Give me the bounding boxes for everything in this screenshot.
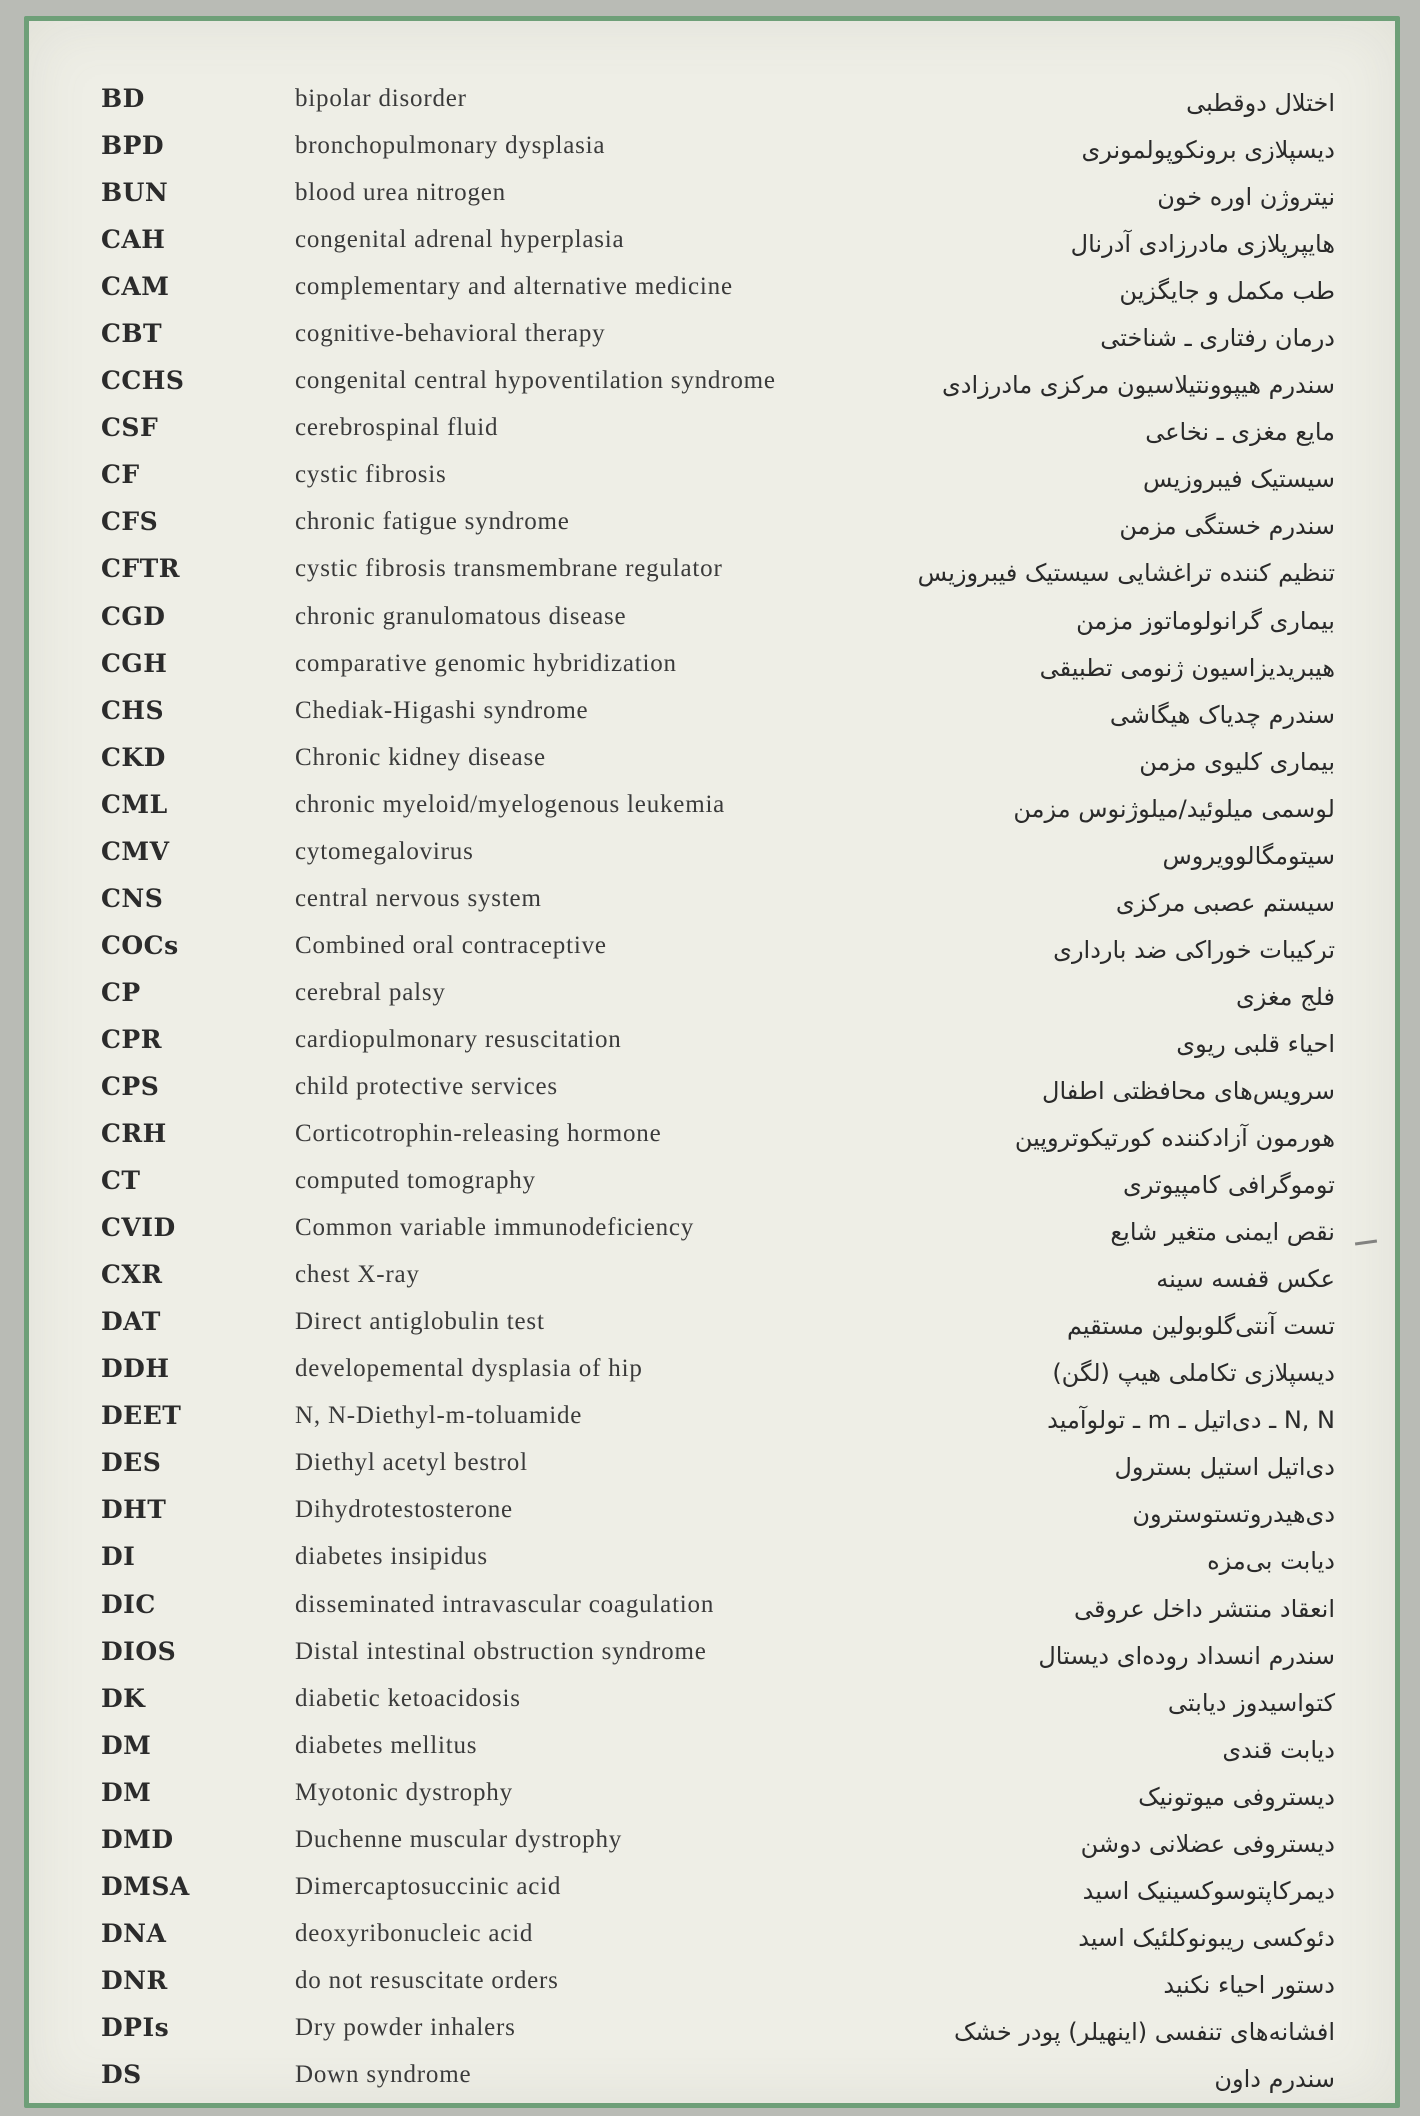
glossary-row — [29, 1730, 1405, 1777]
persian-term: دی‌اتیل استیل بسترول — [1114, 1453, 1335, 1482]
persian-term: درمان رفتاری ـ شناختی — [1100, 324, 1335, 353]
glossary-row — [29, 789, 1405, 836]
english-term: cystic fibrosis transmembrane regulator — [295, 555, 723, 583]
persian-term: عکس قفسه سینه — [1156, 1265, 1335, 1294]
glossary-row — [29, 1777, 1405, 1824]
abbreviation: DMD — [101, 1824, 174, 1854]
glossary-row — [29, 130, 1405, 177]
english-term: cerebrospinal fluid — [295, 414, 499, 442]
document-page — [24, 16, 1400, 2108]
persian-term: فلج مغزی — [1236, 982, 1335, 1011]
persian-term: دیسپلازی تکاملی هیپ (لگن) — [1052, 1359, 1335, 1388]
persian-term: N, N ـ دی‌اتیل ـ m ـ تولوآمید — [1047, 1406, 1335, 1435]
english-term: diabetes insipidus — [295, 1543, 488, 1571]
english-term: blood urea nitrogen — [295, 179, 506, 207]
abbreviation: CFS — [101, 507, 159, 537]
glossary-row — [29, 648, 1405, 695]
persian-term: مایع مغزی ـ نخاعی — [1145, 418, 1335, 447]
glossary-row — [29, 695, 1405, 742]
english-term: diabetic ketoacidosis — [295, 1684, 521, 1712]
glossary-row — [29, 1824, 1405, 1871]
english-term: chest X-ray — [295, 1261, 420, 1289]
abbreviation: DDH — [101, 1354, 170, 1384]
abbreviation: DI — [101, 1542, 136, 1572]
abbreviation: CNS — [101, 883, 164, 913]
persian-term: افشانه‌های تنفسی (اینهیلر) پودر خشک — [953, 2017, 1335, 2046]
persian-term: دیابت قندی — [1222, 1735, 1335, 1764]
abbreviation: DPIs — [101, 2012, 170, 2042]
english-term: cognitive-behavioral therapy — [295, 320, 606, 348]
english-term: cystic fibrosis — [295, 461, 447, 489]
english-term: Chediak-Higashi syndrome — [295, 696, 589, 724]
persian-term: سندرم انسداد روده‌ای دیستال — [1038, 1641, 1335, 1670]
english-term: Distal intestinal obstruction syndrome — [295, 1637, 707, 1665]
abbreviation: CVID — [101, 1213, 176, 1243]
english-term: child protective services — [295, 1072, 558, 1100]
glossary-row — [29, 271, 1405, 318]
glossary-row — [29, 1118, 1405, 1165]
english-term: Direct antiglobulin test — [295, 1308, 545, 1336]
english-term: congenital adrenal hyperplasia — [295, 226, 625, 254]
english-term: comparative genomic hybridization — [295, 649, 677, 677]
glossary-row — [29, 883, 1405, 930]
glossary-row — [29, 506, 1405, 553]
english-term: Chronic kidney disease — [295, 743, 546, 771]
persian-term: تست آنتی‌گلوبولین مستقیم — [1066, 1312, 1335, 1341]
persian-term: بیماری کلیوی مزمن — [1139, 747, 1335, 776]
persian-term: سندرم هیپوونتیلاسیون مرکزی مادرزادی — [942, 371, 1335, 400]
glossary-row — [29, 2012, 1405, 2059]
glossary-row — [29, 2059, 1405, 2106]
glossary-row — [29, 177, 1405, 224]
abbreviation: CFTR — [101, 554, 181, 584]
persian-term: دیسپلازی برونکوپولمونری — [1081, 136, 1335, 165]
abbreviation: COCs — [101, 930, 179, 960]
persian-term: سیستم عصبی مرکزی — [1115, 888, 1335, 917]
glossary-row — [29, 836, 1405, 883]
glossary-row — [29, 459, 1405, 506]
glossary-row — [29, 1306, 1405, 1353]
persian-term: سرویس‌های محافظتی اطفال — [1042, 1076, 1335, 1105]
abbreviation: CGH — [101, 648, 168, 678]
english-term: Dihydrotestosterone — [295, 1496, 513, 1524]
glossary-row — [29, 1071, 1405, 1118]
english-term: Combined oral contraceptive — [295, 931, 607, 959]
english-term: chronic granulomatous disease — [295, 602, 627, 630]
english-term: central nervous system — [295, 884, 542, 912]
glossary-row — [29, 1871, 1405, 1918]
persian-term: طب مکمل و جایگزین — [1119, 277, 1335, 306]
english-term: Duchenne muscular dystrophy — [295, 1825, 623, 1853]
abbreviation: CF — [101, 460, 140, 490]
abbreviation: DHT — [101, 1495, 167, 1525]
english-term: chronic myeloid/myelogenous leukemia — [295, 790, 726, 818]
abbreviation: CRH — [101, 1119, 167, 1149]
persian-term: هایپرپلازی مادرزادی آدرنال — [1070, 230, 1335, 259]
persian-term: دیستروفی میوتونیک — [1138, 1782, 1335, 1811]
glossary-row — [29, 1353, 1405, 1400]
persian-term: سندرم داون — [1214, 2064, 1335, 2093]
abbreviation: DES — [101, 1448, 162, 1478]
abbreviation: DS — [101, 2059, 142, 2089]
english-term: N, N-Diethyl-m-toluamide — [295, 1402, 583, 1430]
glossary-row — [29, 83, 1405, 130]
glossary-row — [29, 1400, 1405, 1447]
glossary-row — [29, 1494, 1405, 1541]
english-term: diabetes mellitus — [295, 1731, 478, 1759]
english-term: Myotonic dystrophy — [295, 1778, 513, 1806]
abbreviation: CSF — [101, 413, 159, 443]
glossary-row — [29, 977, 1405, 1024]
abbreviation: CGD — [101, 601, 166, 631]
abbreviation: DNR — [101, 1965, 168, 1995]
english-term: bronchopulmonary dysplasia — [295, 132, 606, 160]
persian-term: هیبریدیزاسیون ژنومی تطبیقی — [1039, 653, 1335, 682]
persian-term: هورمون آزادکننده کورتیکوتروپین — [1014, 1124, 1335, 1153]
abbreviation: DM — [101, 1777, 152, 1807]
english-term: complementary and alternative medicine — [295, 273, 733, 301]
persian-term: انعقاد منتشر داخل عروقی — [1074, 1594, 1335, 1623]
english-term: computed tomography — [295, 1167, 536, 1195]
persian-term: کتواسیدوز دیابتی — [1167, 1688, 1335, 1717]
persian-term: نیتروژن اوره خون — [1157, 183, 1335, 212]
english-term: cardiopulmonary resuscitation — [295, 1025, 622, 1053]
persian-term: تنظیم کننده تراغشایی سیستیک فیبروزیس — [917, 559, 1335, 588]
persian-term: احیاء قلبی ریوی — [1176, 1029, 1335, 1058]
abbreviation: CCHS — [101, 366, 185, 396]
glossary-row — [29, 1918, 1405, 1965]
persian-term: اختلال دوقطبی — [1186, 89, 1335, 117]
persian-term: دی‌هیدروتستوسترون — [1132, 1500, 1335, 1529]
abbreviation: CHS — [101, 695, 165, 725]
persian-term: لوسمی میلوئید/میلوژنوس مزمن — [1013, 794, 1335, 823]
abbreviation: CML — [101, 789, 168, 819]
glossary-row — [29, 930, 1405, 977]
abbreviation: CPR — [101, 1024, 162, 1054]
english-term: Down syndrome — [295, 2060, 472, 2088]
glossary-row — [29, 1259, 1405, 1306]
glossary-row — [29, 412, 1405, 459]
english-term: do not resuscitate orders — [295, 1966, 559, 1994]
abbreviation: BUN — [101, 178, 169, 208]
glossary-row — [29, 553, 1405, 600]
abbreviation: CAM — [101, 272, 170, 302]
glossary-row — [29, 365, 1405, 412]
glossary-row — [29, 1683, 1405, 1730]
persian-term: دیابت بی‌مزه — [1207, 1547, 1335, 1576]
abbreviation: DIOS — [101, 1636, 177, 1666]
persian-term: دیستروفی عضلانی دوشن — [1080, 1829, 1335, 1858]
english-term: bipolar disorder — [295, 85, 467, 112]
english-term: Corticotrophin-releasing hormone — [295, 1120, 662, 1148]
glossary-row — [29, 1965, 1405, 2012]
abbreviation: CXR — [101, 1260, 163, 1290]
english-term: deoxyribonucleic acid — [295, 1919, 534, 1947]
persian-term: نقص ایمنی متغیر شایع — [1110, 1218, 1335, 1247]
glossary-row — [29, 1024, 1405, 1071]
abbreviation: BD — [101, 84, 145, 113]
english-term: Dry powder inhalers — [295, 2013, 516, 2041]
persian-term: سندرم خستگی مزمن — [1119, 512, 1335, 541]
abbreviation: BPD — [101, 131, 165, 161]
abbreviation: DK — [101, 1683, 146, 1713]
glossary-row — [29, 318, 1405, 365]
persian-term: بیماری گرانولوماتوز مزمن — [1076, 606, 1335, 635]
glossary-row — [29, 1212, 1405, 1259]
english-term: congenital central hypoventilation syndrome — [295, 367, 776, 395]
english-term: Diethyl acetyl bestrol — [295, 1449, 528, 1477]
abbreviation: DIC — [101, 1589, 156, 1619]
persian-term: سندرم چدیاک هیگاشی — [1109, 700, 1335, 729]
persian-term: ترکیبات خوراکی ضد بارداری — [1053, 935, 1335, 964]
persian-term: توموگرافی کامپیوتری — [1123, 1171, 1335, 1200]
abbreviation: DM — [101, 1730, 152, 1760]
abbreviation-glossary — [29, 83, 1405, 2106]
abbreviation: DNA — [101, 1918, 167, 1948]
persian-term: سیتومگالوویروس — [1162, 841, 1335, 870]
glossary-row — [29, 1447, 1405, 1494]
abbreviation: DEET — [101, 1401, 182, 1431]
english-term: cerebral palsy — [295, 978, 446, 1006]
persian-term: دئوکسی ریبونوکلئیک اسید — [1078, 1923, 1335, 1952]
english-term: developemental dysplasia of hip — [295, 1355, 643, 1383]
glossary-row — [29, 1165, 1405, 1212]
persian-term: دیمرکاپتوسوکسینیک اسید — [1082, 1876, 1335, 1905]
persian-term: دستور احیاء نکنید — [1163, 1970, 1335, 1999]
persian-term: سیستیک فیبروزیس — [1142, 465, 1335, 494]
abbreviation: CT — [101, 1166, 141, 1196]
english-term: Dimercaptosuccinic acid — [295, 1872, 562, 1900]
glossary-row — [29, 1589, 1405, 1636]
english-term: chronic fatigue syndrome — [295, 508, 570, 536]
abbreviation: DMSA — [101, 1871, 190, 1901]
english-term: Common variable immunodeficiency — [295, 1214, 695, 1242]
glossary-row — [29, 601, 1405, 648]
glossary-row — [29, 1636, 1405, 1683]
glossary-row — [29, 742, 1405, 789]
english-term: cytomegalovirus — [295, 837, 474, 865]
abbreviation: CP — [101, 977, 141, 1007]
glossary-row — [29, 1541, 1405, 1588]
english-term: disseminated intravascular coagulation — [295, 1590, 715, 1618]
abbreviation: CKD — [101, 742, 166, 772]
abbreviation: CMV — [101, 836, 170, 866]
glossary-row — [29, 224, 1405, 271]
abbreviation: DAT — [101, 1307, 161, 1337]
abbreviation: CBT — [101, 319, 163, 349]
abbreviation: CAH — [101, 225, 166, 255]
abbreviation: CPS — [101, 1071, 160, 1101]
